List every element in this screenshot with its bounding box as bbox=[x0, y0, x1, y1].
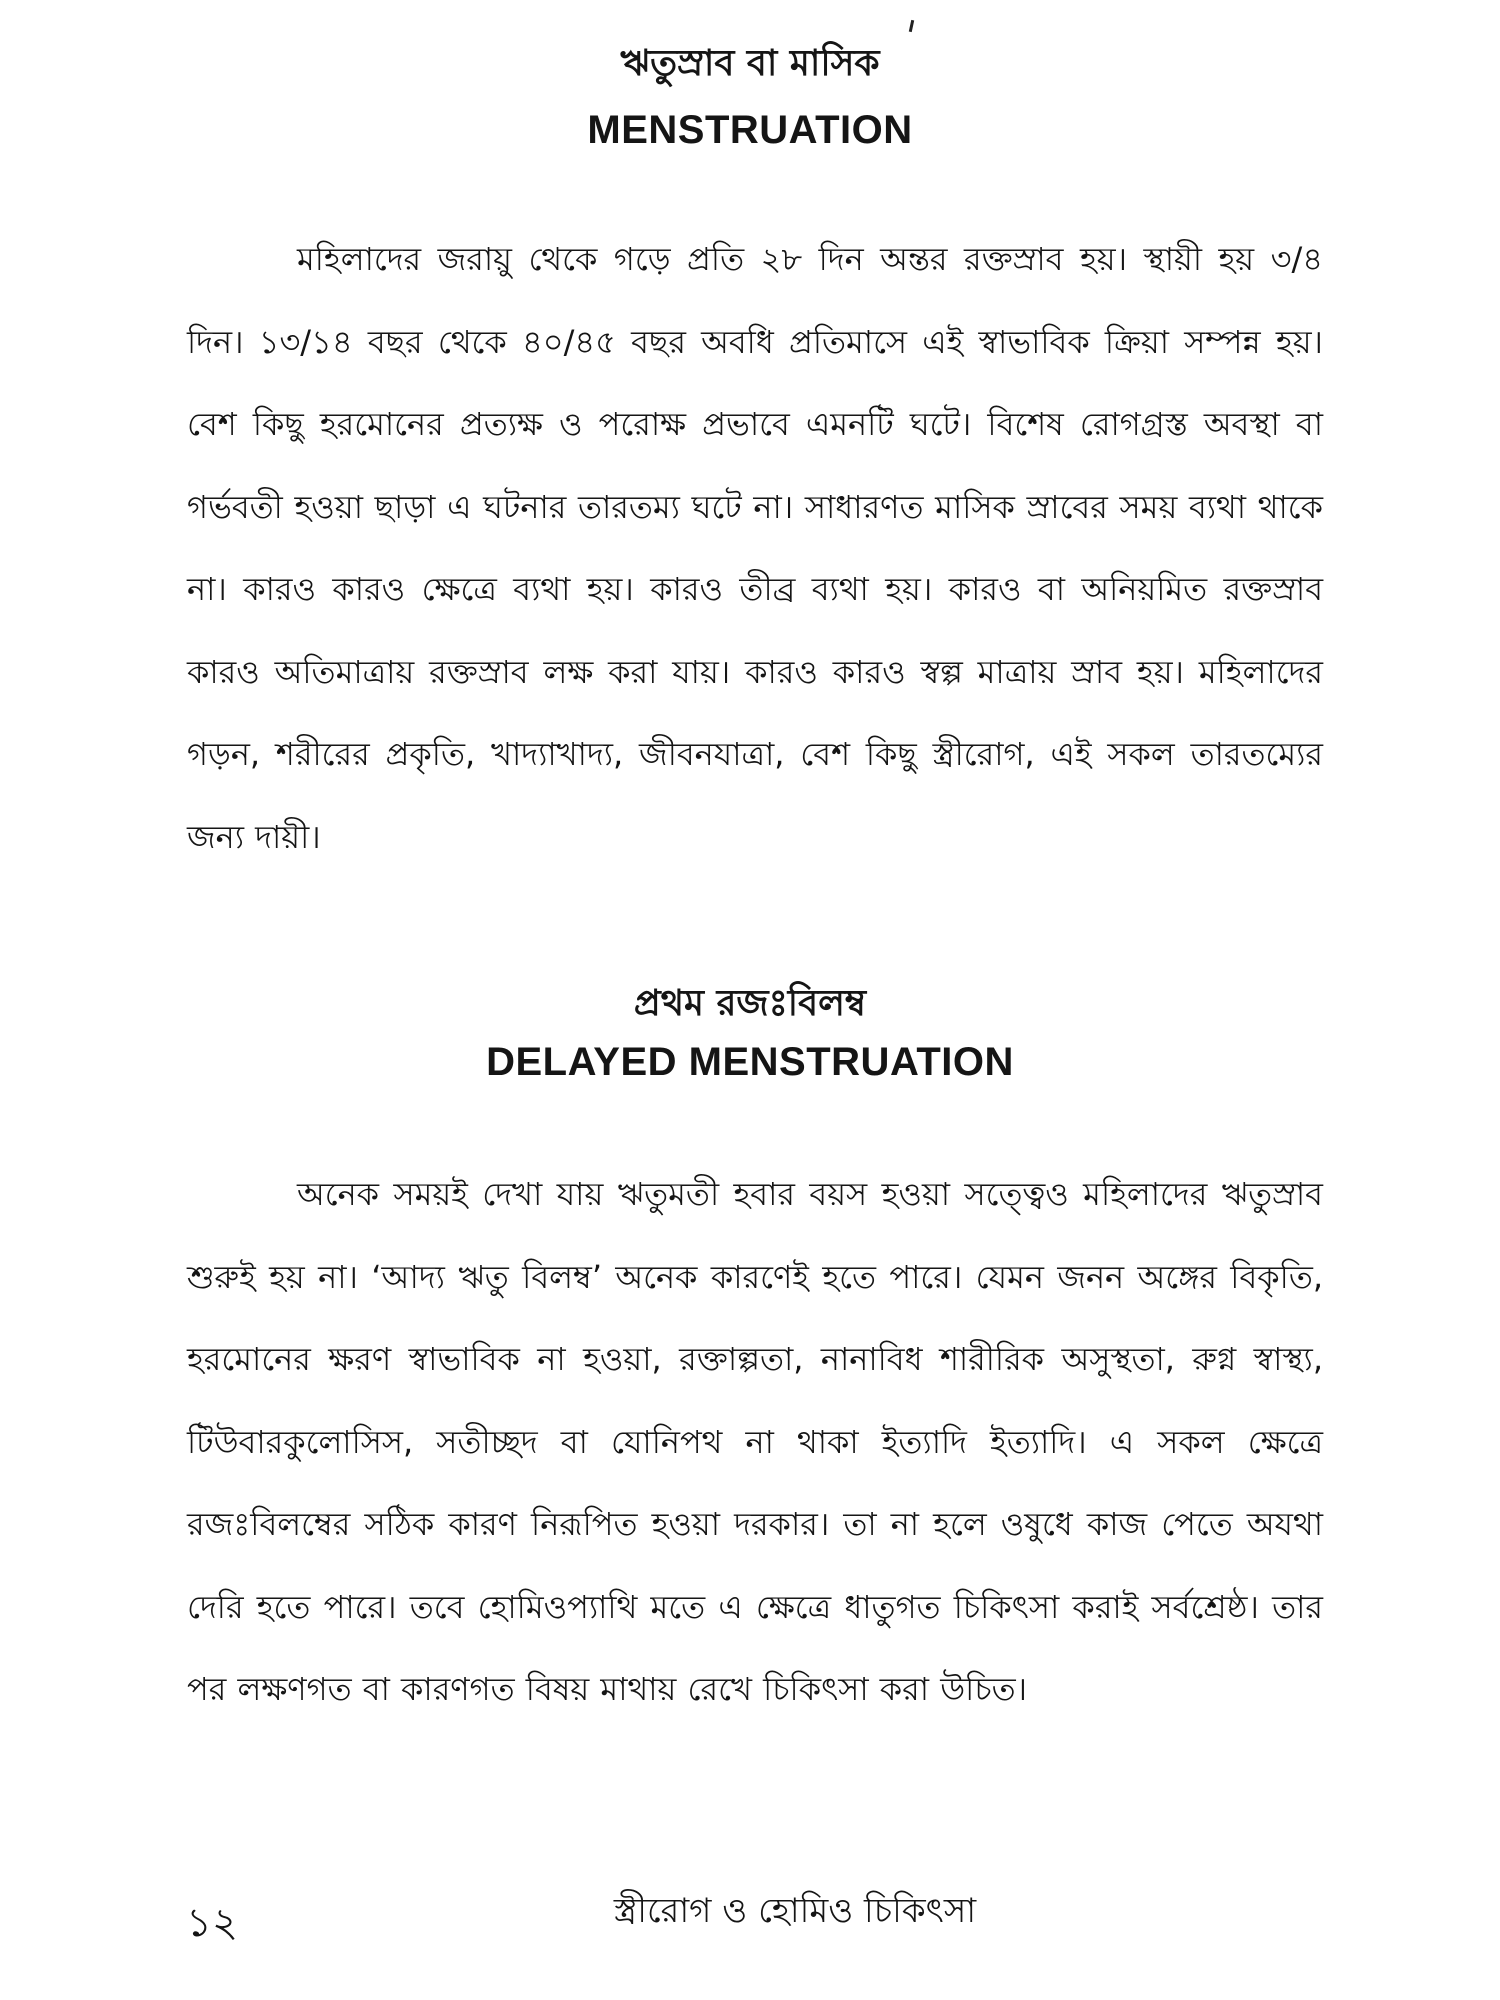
section-body-paragraph: মহিলাদের জরায়ু থেকে গড়ে প্রতি ২৮ দিন অন্তর রক্তস্রাব হয়। স্থায়ী হয় ৩/৪ দিন। ১৩/১৪ বছর থেকে ৪০/৪৫ বছর অবধি প্রতিমাসে এই স্বাভাবিক ক্রিয়া সম্পন্ন হয়। বেশ কিছু হরমোনের প্রত্যক্ষ ও পরোক্ষ প্রভাবে এমনটি ঘটে। বিশেষ রোগগ্রস্ত অবস্থা বা গর্ভবতী হওয়া ছাড়া এ ঘটনার তারতম্য ঘটে না। সাধারণত মাসিক স্রাবের সময় ব্যথা থাকে না। কারও কারও ক্ষেত্রে ব্যথা হয়। কারও তীব্র ব্যথা হয়। কারও বা অনিয়মিত রক্তস্রাব কারও অতিমাত্রায় রক্তস্রাব লক্ষ করা যায়। কারও কারও স্বল্প মাত্রায় স্রাব হয়। মহিলাদের গড়ন, শরীরের প্রকৃতি, খাদ্যাখাদ্য, জীবনযাত্রা, বেশ কিছু স্ত্রীরোগ, এই সকল তারতম্যের জন্য দায়ী। bbox=[187, 240, 1323, 856]
section-title-english: MENSTRUATION bbox=[587, 108, 913, 152]
running-footer-title: স্ত্রীরোগ ও হোমিও চিকিৎসা bbox=[613, 1891, 977, 1931]
section-title-english: DELAYED MENSTRUATION bbox=[486, 1040, 1014, 1084]
section-title-bengali: প্রথম রজঃবিলম্ব bbox=[633, 983, 867, 1024]
section-title-bengali: ঋতুস্রাব বা মাসিক bbox=[620, 43, 880, 84]
stray-mark bbox=[909, 20, 914, 32]
section-body-paragraph: অনেক সময়ই দেখা যায় ঋতুমতী হবার বয়স হওয়া সত্ত্বেও মহিলাদের ঋতুস্রাব শুরুই হয় না। ‘আদ্য ঋতু বিলম্ব’ অনেক কারণেই হতে পারে। যেমন জনন অঙ্গের বিকৃতি, হরমোনের ক্ষরণ স্বাভাবিক না হওয়া, রক্তাল্পতা, নানাবিধ শারীরিক অসুস্থতা, রুগ্ন স্বাস্থ্য, টিউবারকুলোসিস, সতীচ্ছদ বা যোনিপথ না থাকা ইত্যাদি ইত্যাদি। এ সকল ক্ষেত্রে রজঃবিলম্বের সঠিক কারণ নিরূপিত হওয়া দরকার। তা না হলে ওষুধে কাজ পেতে অযথা দেরি হতে পারে। তবে হোমিওপ্যাথি মতে এ ক্ষেত্রে ধাতুগত চিকিৎসা করাই সর্বশ্রেষ্ঠ। তার পর লক্ষণগত বা কারণগত বিষয় মাথায় রেখে চিকিৎসা করা উচিত। bbox=[187, 1175, 1323, 1708]
page-number: ১২ bbox=[186, 1900, 238, 1946]
